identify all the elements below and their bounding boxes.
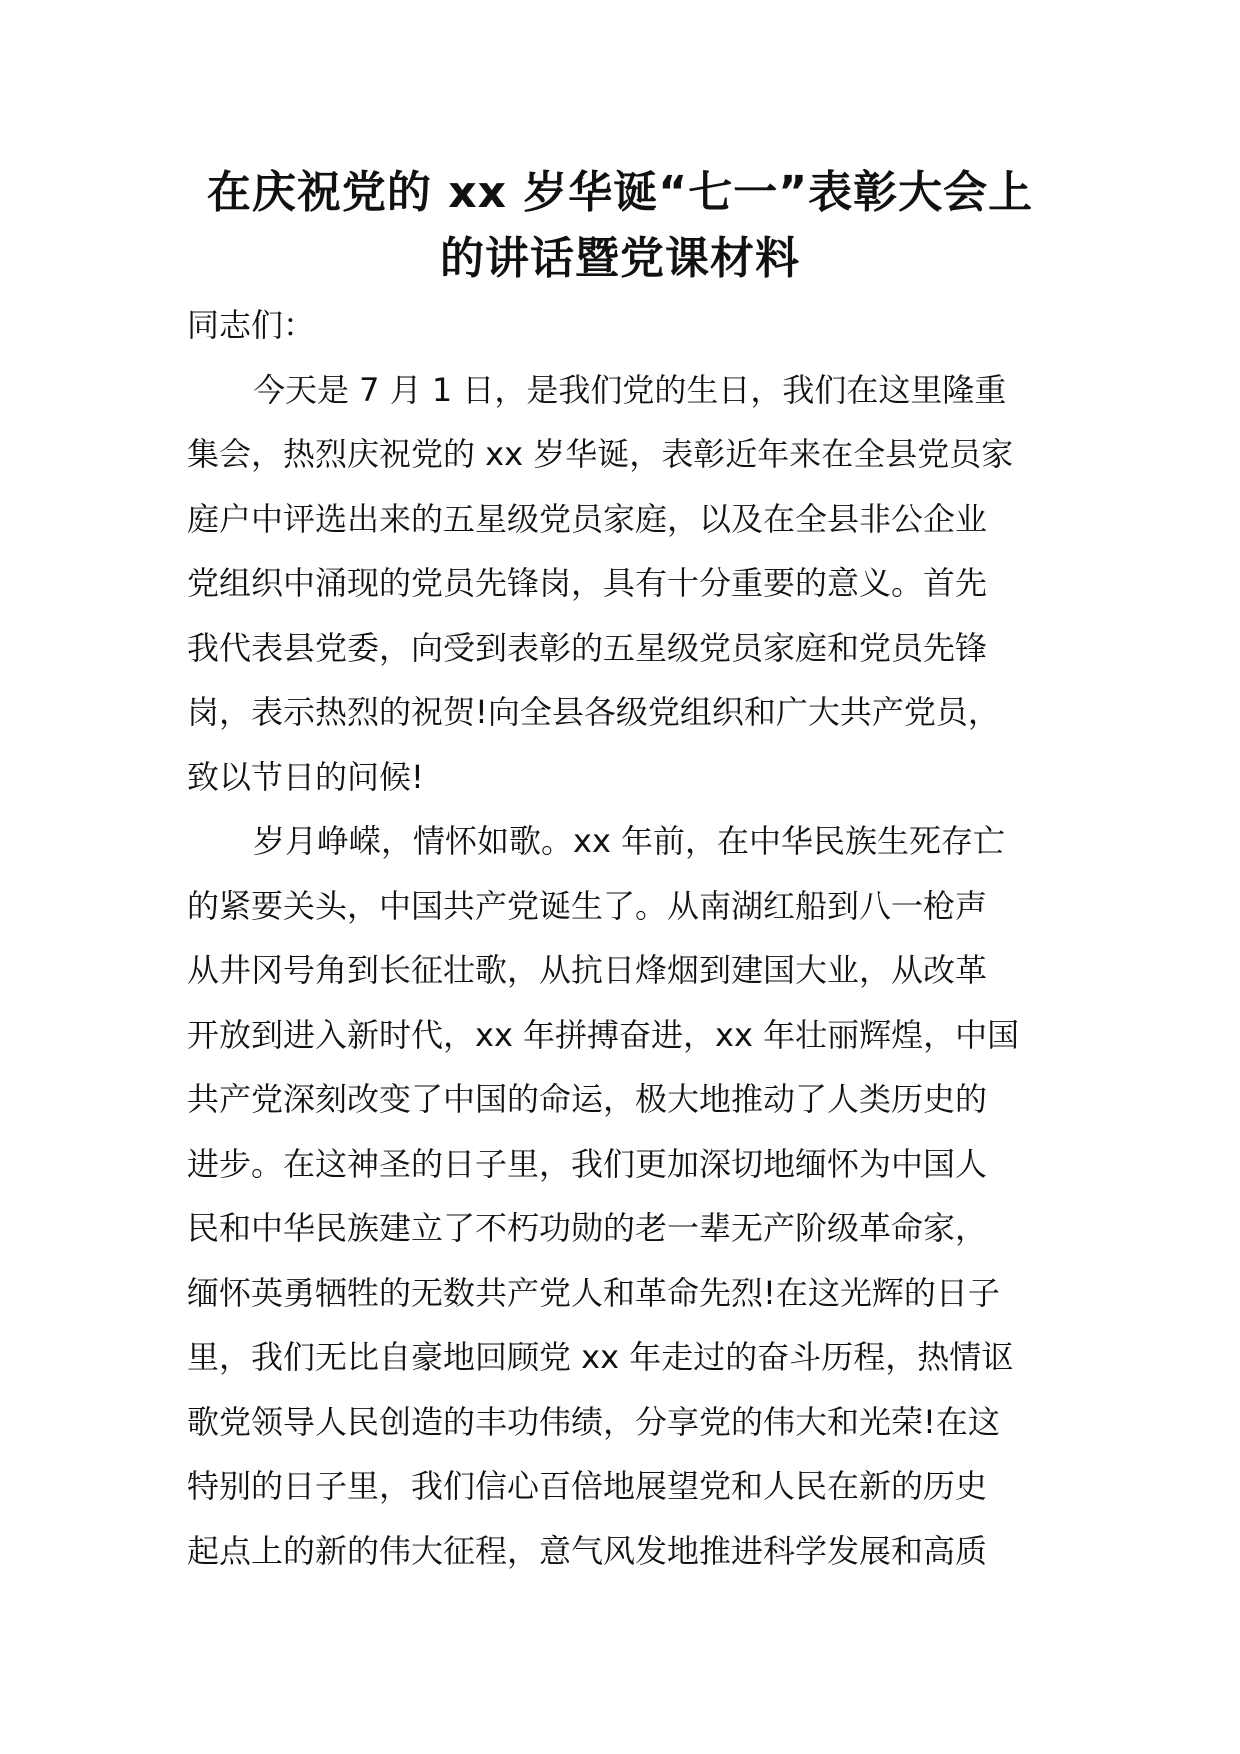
document-body — [187, 293, 1057, 1583]
document-title — [150, 160, 1090, 292]
paragraph-1-line: 致以节日的问候! — [187, 757, 424, 796]
paragraph-1-line: 今天是 7 月 1 日，是我们党的生日，我们在这里隆重 — [253, 370, 1007, 409]
paragraph-1-line: 我代表县党委，向受到表彰的五星级党员家庭和党员先锋 — [187, 628, 988, 667]
paragraph-2-line: 共产党深刻改变了中国的命运，极大地推动了人类历史的 — [187, 1080, 988, 1118]
paragraph-1-line: 党组织中涌现的党员先锋岗，具有十分重要的意义。首先 — [187, 564, 988, 602]
paragraph-1-line: 庭户中评选出来的五星级党员家庭，以及在全县非公企业 — [187, 499, 988, 538]
salutation: 同志们： — [187, 306, 316, 344]
title-line: 的讲话暨党课材料 — [440, 233, 800, 284]
paragraph-2-line: 从井冈号角到长征壮歌，从抗日烽烟到建国大业，从改革 — [187, 951, 988, 989]
paragraph-2-line: 缅怀英勇牺牲的无数共产党人和革命先烈!在这光辉的日子 — [187, 1273, 1000, 1312]
paragraph-1-line: 岗，表示热烈的祝贺!向全县各级党组织和广大共产党员， — [187, 693, 1000, 731]
paragraph-2-line: 歌党领导人民创造的丰功伟绩，分享党的伟大和光荣!在这 — [187, 1402, 1000, 1441]
paragraph-1-line: 集会，热烈庆祝党的 xx 岁华诞，表彰近年来在全县党员家 — [187, 435, 1014, 473]
paragraph-2-line: 起点上的新的伟大征程，意气风发地推进科学发展和高质 — [187, 1531, 988, 1570]
paragraph-2-line: 的紧要关头，中国共产党诞生了。从南湖红船到八一枪声 — [187, 886, 988, 925]
paragraph-2-line: 民和中华民族建立了不朽功勋的老一辈无产阶级革命家， — [187, 1209, 988, 1247]
paragraph-2-line: 岁月峥嵘，情怀如歌。xx 年前，在中华民族生死存亡 — [253, 822, 1006, 860]
paragraph-2-line: 里，我们无比自豪地回顾党 xx 年走过的奋斗历程，热情讴 — [187, 1338, 1014, 1376]
paragraph-2-line: 开放到进入新时代，xx 年拼搏奋进，xx 年壮丽辉煌，中国 — [187, 1015, 1020, 1054]
paragraph-2-line: 进步。在这神圣的日子里，我们更加深切地缅怀为中国人 — [187, 1144, 988, 1183]
paragraph-2-line: 特别的日子里，我们信心百倍地展望党和人民在新的历史 — [187, 1467, 988, 1505]
title-line: 在庆祝党的 xx 岁华诞“七一”表彰大会上 — [206, 167, 1034, 218]
